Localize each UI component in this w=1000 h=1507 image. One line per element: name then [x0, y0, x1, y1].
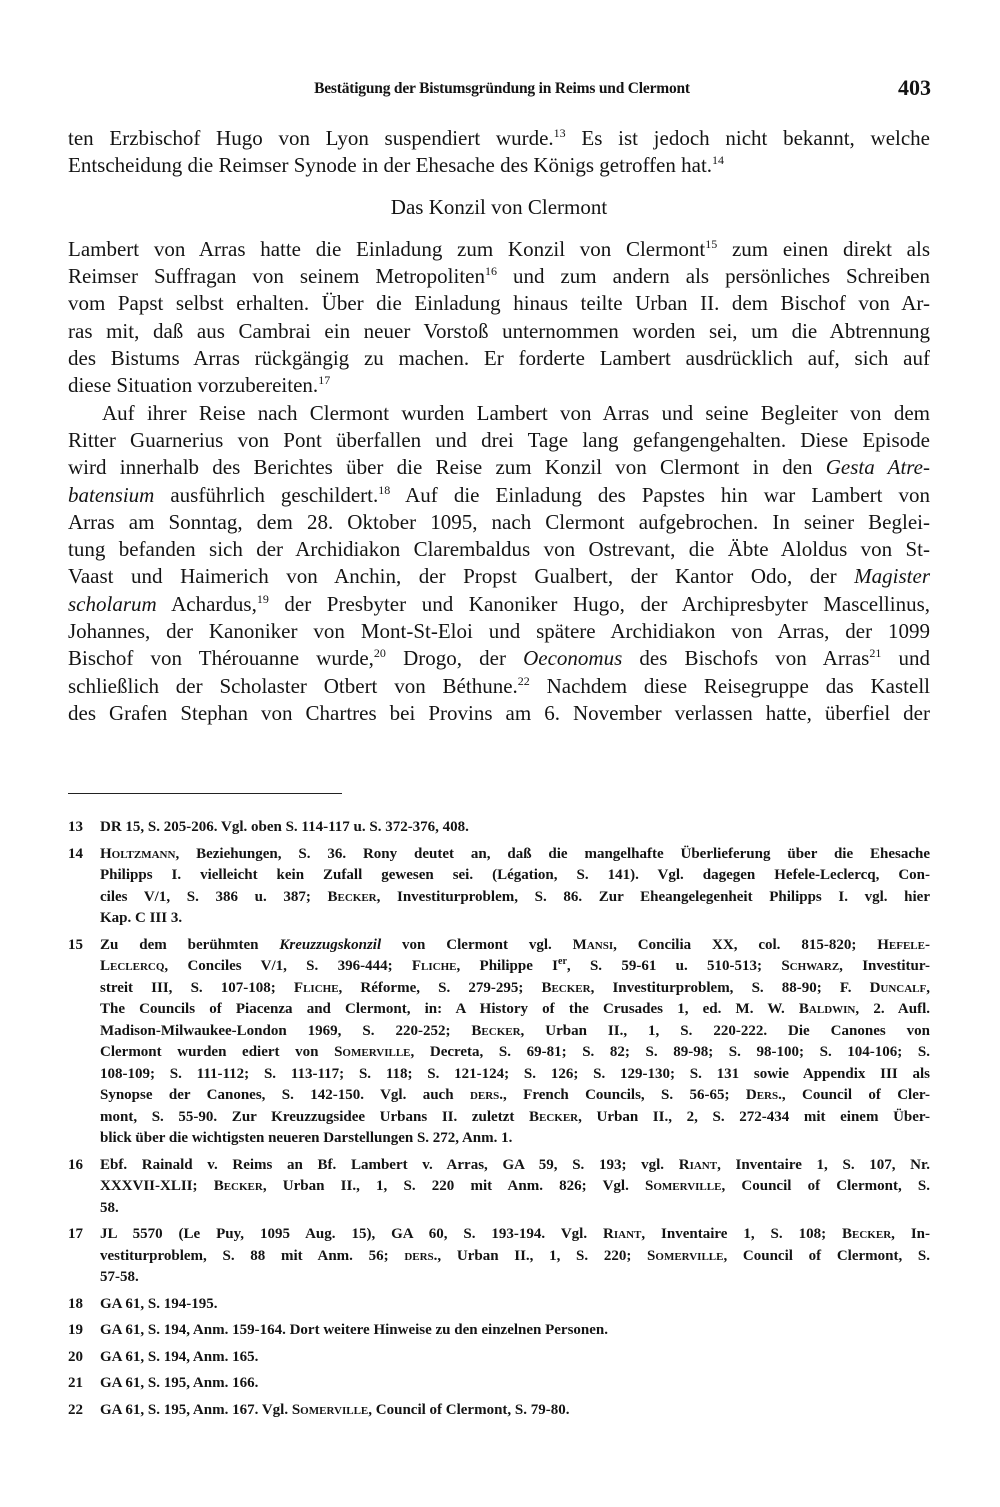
footnote-number: 22 [68, 1401, 83, 1418]
footnote-ref: 17 [318, 373, 331, 388]
text-line: schließlich der Scholaster Otbert von Béthune.$^{22}$ Nachdem diese Reisegruppe das Kastell [68, 673, 930, 698]
text-line: scholarum Achardus,$^{19}$ der Presbyter und Kanoniker Hugo, der Archipresbyter Mascellinus, [68, 591, 930, 616]
footnote-number: 19 [68, 1322, 83, 1338]
footnote-16: 16 Ebf. Rainald v. Reims an Bf. Lambert v. Arras, GA 59, S. 193; vgl. Riant, Inventaire 1, S. 107, Nr. XXXVII-XLII; Becker, Urban II., 1, S. 220 mit Anm. 826; Vgl. Somerville, Council of Clermont, S. 58. [68, 1156, 931, 1216]
text-line: ras mit, daß aus Cambrai ein neuer Vorstoß unternommen worden sei, um die Abtrennung [68, 318, 930, 343]
footnote-13: 13 DR 15, S. 205-206. Vgl. oben S. 114-117 u. S. 372-376, 408. [68, 817, 930, 839]
footnotes [68, 817, 930, 1426]
text-line: ten Erzbischof Hugo von Lyon suspendiert wurde.$^{13}$ Es ist jedoch nicht bekannt, welche [68, 126, 930, 150]
text-line: Lambert von Arras hatte die Einladung zum Konzil von Clermont$^{15}$ zum einen direkt als [68, 236, 930, 261]
footnote-ref: 16 [485, 264, 497, 279]
footnote-number: 16 [68, 1156, 83, 1173]
text-line: Ritter Guarnerius von Pont überfallen und drei Tage lang gefangengehalten. Diese Episode [68, 427, 930, 452]
footnote-ref: 14 [712, 153, 725, 168]
text-line: Vaast und Haimerich von Anchin, der Propst Gualbert, der Kantor Odo, der Magister [68, 564, 930, 589]
footnote-ref: 15 [705, 236, 718, 251]
footnote-number: 18 [68, 1295, 83, 1312]
footnote-ref: 21 [869, 646, 882, 661]
footnote-17: 17 JL 5570 (Le Puy, 1095 Aug. 15), GA 60, S. 193-194. Vgl. Riant, Inventaire 1, S. 108; Becker, In- vestiturproblem, S. 88 mit Anm. 56; ders., Urban II., 1, S. 220; Somerville, Council of Clermont, S. 57-58. [68, 1226, 931, 1285]
text-line: Johannes, der Kanoniker von Mont-St-Eloi und spätere Archidiakon von Arras, der 1099 [68, 619, 930, 644]
footnote-18: 18 GA 61, S. 194-195. [68, 1294, 930, 1316]
footnote-ref: 20 [373, 646, 386, 661]
footnote-number: 17 [68, 1226, 83, 1242]
footnote-ref: 18 [378, 482, 391, 497]
text-line: wird innerhalb des Berichtes über die Reise zum Konzil von Clermont in den Gesta Atre- [68, 455, 930, 480]
footnote-number: 20 [68, 1348, 83, 1365]
footnote-14: 14 Holtzmann, Beziehungen, S. 36. Rony deutet an, daß die mangelhafte Überlieferung über die Ehesache Philipps I. vielleicht kein Zufall gewesen sei. (Légation, S. 141). Vgl. dagegen Hefele-Leclercq, Con- ciles V/1, S. 386 u. 387; Becker, Investiturproblem, S. 86. Zur Eheangelegenheit Philipps I. vgl. hier Kap. C III 3. [68, 845, 930, 926]
text-line: Auf ihrer Reise nach Clermont wurden Lambert von Arras und seine Begleiter von dem [102, 400, 930, 425]
text-line: Reimser Suffragan von seinem Metropoliten$^{16}$ und zum andern als persönliches Schreiben [68, 264, 930, 289]
running-title: Bestätigung der Bistumsgründung in Reims und Clermont [314, 80, 690, 97]
text-line: Bischof von Thérouanne wurde,$^{20}$ Drogo, der Oeconomus des Bischofs von Arras$^{21}$ und [68, 646, 931, 671]
text-line: diese Situation vorzubereiten.$^{17}$ [68, 373, 331, 398]
footnote-19: 19 GA 61, S. 194, Anm. 159-164. Dort weitere Hinweise zu den einzelnen Personen. [68, 1320, 930, 1342]
footnote-21: 21 GA 61, S. 195, Anm. 166. [68, 1373, 930, 1395]
text-line: des Grafen Stephan von Chartres bei Provins am 6. November verlassen hatte, überfiel der [68, 700, 930, 725]
footnote-separator [68, 793, 342, 794]
text-line: vom Papst selbst erhalten. Über die Einladung hinaus teilte Urban II. dem Bischof von Ar- [68, 291, 930, 316]
text-line: des Bistums Arras rückgängig zu machen. Er forderte Lambert ausdrücklich auf, sich auf [68, 346, 930, 371]
text-line: batensium ausführlich geschildert.$^{18}$ Auf die Einladung des Papstes hin war Lambert von [68, 482, 930, 507]
footnote-ref: 22 [517, 673, 530, 688]
footnote-ref: 19 [256, 591, 269, 606]
footnote-15: 15 Zu dem berühmten Kreuzzugskonzil von Clermont vgl. Mansi, Concilia XX, col. 815-820; Hefele- Leclercq, Conciles V/1, S. 396-444; Fliche, Philippe Ier, S. 59-61 u. 510-513; Schwarz, Investitur- streit III, S. 107-108; Fliche, Réforme, S. 279-295; Becker, Investiturproblem, S. 88-90; F. Duncalf, The Councils of Piacenza and Clermont, in: A History of the Crusades 1, ed. M. W. Baldwin, 2. Aufl. Madison-Milwaukee-London 1969, S. 220-252; Becker, Urban II., 1, S. 220-222. Die Canones von Clermont wurden ediert von Somerville, Decreta, S. 69-81; S. 82; S. 89-98; S. 98-100; S. 104-106; S. 108-109; S. 111-112; S. 113-117; S. 118; S. 121-124; S. 126; S. 129-130; S. 131 sowie Appendix III als Synopse der Canones, S. 142-150. Vgl. auch ders., French Councils, S. 56-65; Ders., Council of Cler- mont, S. 55-90. Zur Kreuzzugsidee Urbans II. zuletzt Becker, Urban II., 2, S. 272-434 mit einem Über- blick über die wichtigsten neueren Darstellungen S. 272, Anm. 1. [68, 936, 931, 1146]
footnote-number: 21 [68, 1375, 83, 1391]
section-heading: Das Konzil von Clermont [390, 194, 608, 219]
footnote-number: 14 [68, 845, 83, 862]
page-header [68, 74, 936, 104]
text-line: tung befanden sich der Archidiakon Clarembaldus von Ostrevant, die Äbte Aloldus von St- [68, 537, 930, 562]
footnote-22: 22 GA 61, S. 195, Anm. 167. Vgl. Somerville, Council of Clermont, S. 79-80. [68, 1400, 930, 1422]
footnote-number: 15 [68, 936, 83, 953]
footnote-number: 13 [68, 819, 83, 835]
text-line: Entscheidung die Reimser Synode in der Ehesache des Königs getroffen hat.$^{14}$ [68, 153, 725, 178]
main-text [68, 125, 930, 727]
page-number: 403 [898, 75, 931, 100]
footnote-ref: 13 [553, 126, 566, 140]
text-line: Arras am Sonntag, dem 28. Oktober 1095, nach Clermont aufgebrochen. In seiner Beglei- [68, 509, 930, 534]
footnote-20: 20 GA 61, S. 194, Anm. 165. [68, 1347, 930, 1369]
